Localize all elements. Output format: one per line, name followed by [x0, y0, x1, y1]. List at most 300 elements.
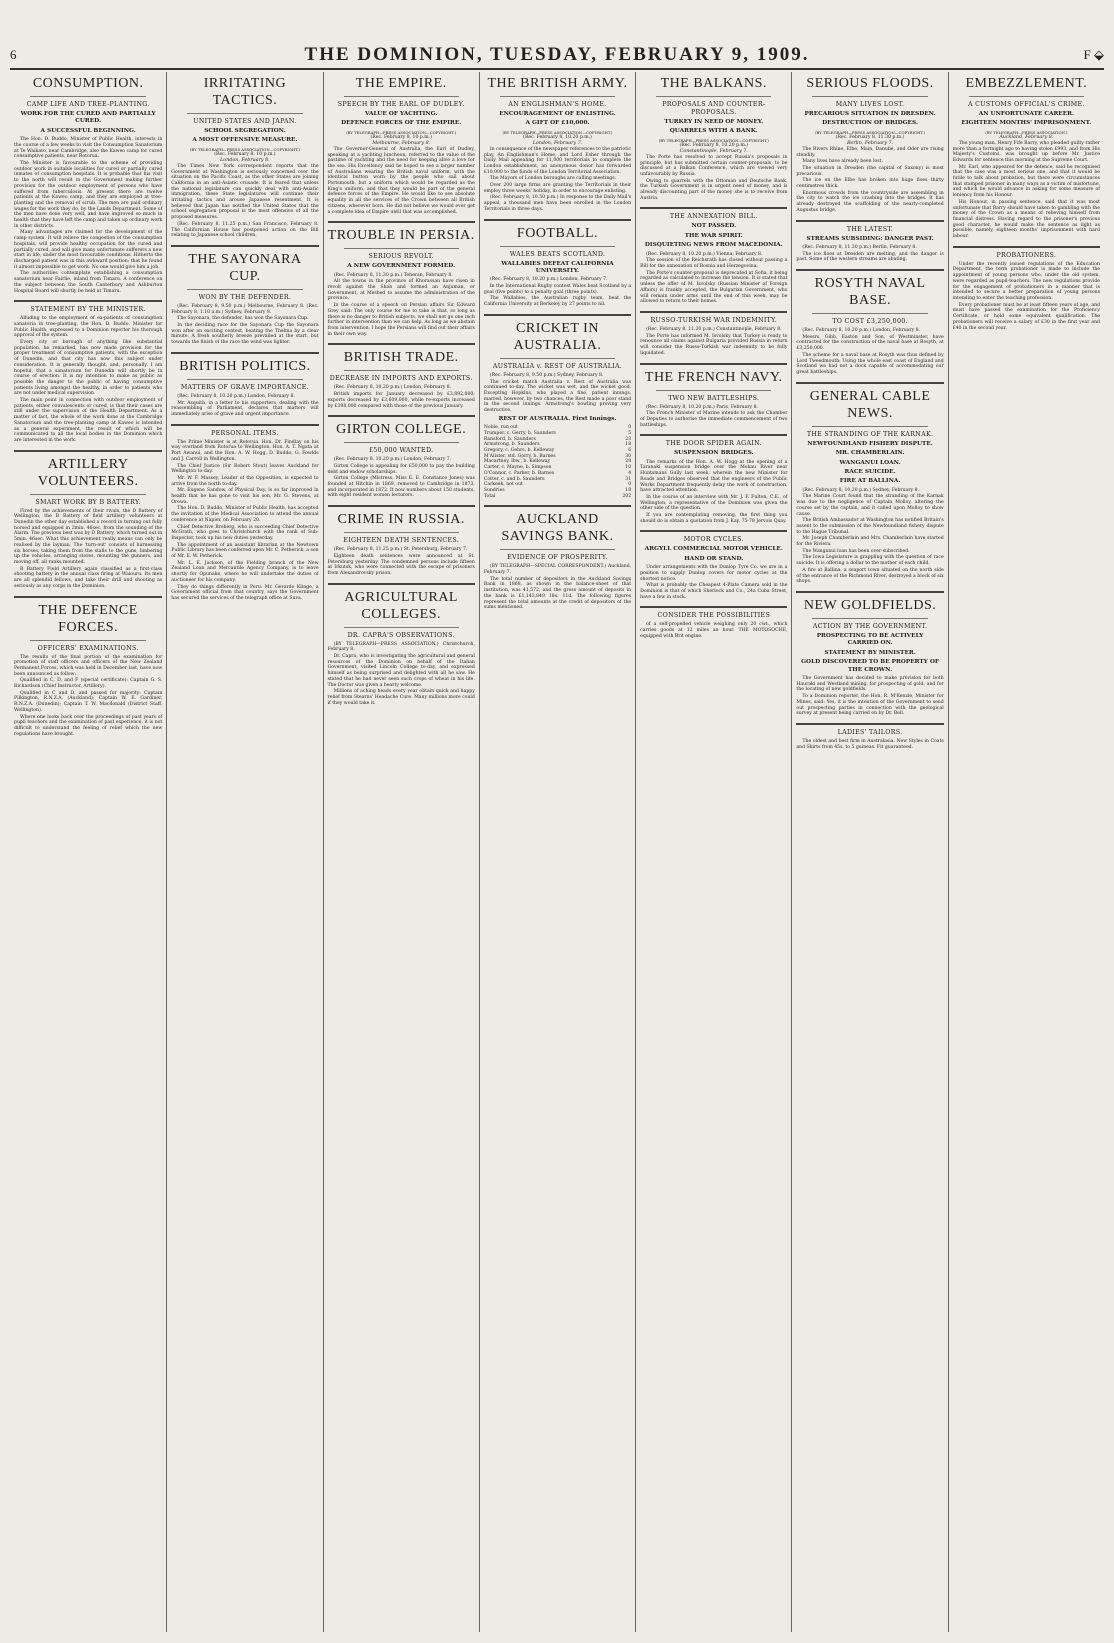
telegraph-credit: (BY TELEGRAPH—PRESS ASSOCIATION—COPYRIGHT.) [658, 137, 769, 143]
article-paragraph: Every probationer must be at least fifteen years of age, and must have passed the examination for the Proficiency Certificate, or hold some equivalent qualification. The probationers will receive a salary of £30 in the first year and £40 in the second year. [952, 302, 1100, 331]
section-rule [171, 245, 318, 247]
article-section [14, 596, 162, 738]
article-paragraph: (Rec. February 8, 10.20 p.m.) Paris, February 8. [646, 404, 758, 410]
article-section [484, 101, 631, 213]
article-paragraph: They do things differently in Peru. Mr. Gerardo Klinge, a Government official from that country, says the Government has secured the services of the telegraph office at Suva. [171, 584, 319, 601]
article-paragraph: Dr. Capra, who is investigating the agricultural and general resources of the Dominion on behalf of the Italian Government, visited Lincoln College to-day, and expressed himself as being surprised and delighted with all he saw. He stated that he had never seen such crops of wheat in his life. The Doctor was given a hearty welcome. [327, 654, 475, 688]
article-section [171, 352, 318, 418]
subheading: NEWFOUNDLAND FISHERY DISPUTE. [807, 440, 933, 447]
subheading: EIGHTEEN MONTHS' IMPRISONMENT. [961, 120, 1092, 127]
subheading: STREAMS SUBSIDING: DANGER PAST. [806, 235, 934, 242]
article-paragraph: Mr. Earl, who appeared for the defence, said he recognised that the case was a most serious one, and that it would be futile to talk about probation, but there were circumstances that stamped prisoner in many ways as a victim of misfortune, and which he would advance in asking for some measure of leniency from his Honour. [952, 164, 1100, 199]
article-paragraph: The Sayonara, the defender, has won the Sayonara Cup. [177, 316, 309, 322]
article-section [171, 424, 318, 602]
subheading: PROPOSALS AND COUNTER-PROPOSALS. [662, 101, 766, 116]
telegraph-credit: (BY TELEGRAPH—PRESS ASSOCIATION—COPYRIGHT.) [502, 129, 613, 135]
telegraph-credit: (BY TELEGRAPH—PRESS ASSOCIATION—COPYRIGHT.) [815, 129, 926, 135]
subheading: WALLABIES DEFEAT CALIFORNIA UNIVERSITY. [501, 260, 614, 274]
subheading: TO COST £3,250,000. [832, 318, 908, 326]
batsman-score: 202 [622, 493, 632, 499]
subheading: THE DOOR SPIDER AGAIN. [665, 440, 762, 448]
batsman-name: Trumper, c. Gerry, b. Saunders [483, 430, 556, 436]
article-section [14, 450, 162, 590]
section-rule [14, 300, 162, 302]
subheading: CAMP LIFE AND TREE-PLANTING. [26, 101, 150, 108]
subheading: A NEW GOVERNMENT FORMED. [347, 263, 456, 270]
batsman-name: Armstrong, b. Saunders [483, 442, 540, 448]
subheading: RACE SUICIDE. [844, 468, 896, 475]
section-headline: THE DEFENCE FORCES. [38, 602, 138, 635]
section-headline: CRIME IN RUSSIA. [337, 512, 465, 528]
article-paragraph: Messrs. Gibb, Easton and Son, of Westminster, have contracted for the construction of the naval base at Rosyth, at £3,250,000. [796, 334, 944, 352]
headline-rule [656, 96, 771, 97]
article-paragraph: The Times New York correspondent reports that the Government at Washington is seriously concerned over the situation on the Pacific Coast, as the other States are joining California in an anti-Asiatic crusade. It is feared that unless the national legislature can quickly deal with anti-Asiatic immigration, these State legislatures will continue their irritating tactics and arouse Japanese resentment. It is believed that Japan has notified the United States that the school segregation proposal is the most offensive of all the proposed measures. [171, 163, 319, 221]
subheading: DISQUIETING NEWS FROM MACEDONIA. [644, 242, 783, 249]
section-headline: GIRTON COLLEGE. [336, 422, 467, 438]
article-paragraph: What is probably the Cheapest 4-Plate Camera sold in the Dominion is that of which Sherlock and Co., 24a Cuba Street, have a few in stock. [640, 583, 788, 600]
column-headline: THE EMPIRE. [355, 76, 447, 91]
batsman-score: 28 [625, 459, 632, 465]
section-rule [796, 220, 943, 222]
article-paragraph: Eighteen death sentences were announced at St. Petersburg yesterday. The condemned persons include fifteen at Irkutsk, who were connected with the escape of prisoners from Alexandrovsky prison. [327, 553, 475, 576]
article-section [640, 101, 787, 201]
subheading: STATEMENT BY THE MINISTER. [30, 306, 146, 314]
headline-rule [969, 96, 1084, 97]
article-section [640, 530, 787, 600]
article-section [14, 101, 162, 294]
subheading: FIRE AT BALLINA. [839, 478, 901, 485]
article-paragraph: (Rec. February 8, 9.50 p.m.) Sydney, February 8. [489, 372, 604, 378]
subheading: £50,000 WANTED. [369, 447, 434, 455]
article-section [171, 118, 318, 239]
article-paragraph: (Rec. February 8, 10.20 p.m.) London, February 8. [177, 393, 295, 399]
headline-rule [187, 289, 302, 290]
headline-rule [344, 370, 459, 371]
batsman-score: 0 [628, 482, 632, 488]
article-paragraph: (Rec. February 8, 11.30 p.m.) Constantinople, February 8. [646, 326, 782, 332]
article-paragraph: The results of the final portion of the examination for promotion of staff officers and officers of the New Zealand Permanent Forces, which was held in December last, have now been announced as follow: [14, 654, 163, 677]
article-paragraph: Mr. L. E. Jackson, of the Fielding branch of the New Zealand Loan and Mercantile Agency Company, is to leave shortly for Opunake, where he will undertake the duties of auctioneer for his company. [171, 560, 319, 583]
subheading: QUARRELS WITH A BANK. [669, 128, 758, 135]
article-paragraph: Enormous crowds from the countryside are assembling in the city to watch the ice crashing into the bridges. It has already destroyed the scaffolding of the nearly-completed Augustus bridge. [796, 190, 944, 213]
column [166, 72, 322, 1632]
masthead [10, 42, 1104, 70]
column-headline: CONSUMPTION. [32, 76, 144, 91]
batsman-score: 0 [628, 425, 632, 431]
headline-rule [344, 442, 459, 443]
column [323, 72, 479, 1632]
column-headline: THE BALKANS. [660, 76, 767, 91]
article-paragraph: Girton College is appealing for £50,000 to pay the building debt and endow scholarships. [327, 463, 475, 475]
article-paragraph: B Battery Field Artillery again classified as a first-class shooting battery in the annual class firing at Waiouru. Its men are all splendid fellows, and take their drill and shooting as seriously as any corps in the Dominion. [14, 566, 163, 589]
subheading: TURKEY IN NEED OF MONEY. [664, 119, 764, 125]
article-paragraph: The Porte's counter-proposal is deprecated at Sofia, it being regarded as calculated to increase the tension. It is stated that unless the offer of M. Isvolsky (Russian Minister of Foreign Affairs) is frankly accepted, the Bulgarian Government, who will remain under arms until the end of this week, may be allowed to return to their homes. [640, 270, 788, 305]
section-headline: AGRICULTURAL COLLEGES. [344, 589, 458, 622]
section-headline: FOOTBALL. [516, 225, 599, 241]
dateline: Berlin, February 7. [846, 140, 894, 146]
article-paragraph: of a self-propelled vehicle weighing only 20 cwt., which carries goods at 12 miles an hour. THE MOTOSOCHE, equipped with Brit engine. [640, 622, 788, 639]
subheading: UNITED STATES AND JAPAN. [193, 118, 297, 125]
article-section [953, 101, 1100, 240]
article-paragraph: The remarks of the Hon. A. W. Hogg at the opening of a Taranaki suspension bridge over the Mokau River near Huntsmans Gully last week, wherein the new Minister for Roads and Bridges observed that the engineers of the Public Works Department frequently delay the work of construction, have attracted attention. [640, 459, 788, 494]
article-paragraph: Under the recently issued regulations of the Education Department, the term probationer is made to include the appointment of young persons who, under the old system, were regarded as pupil-teachers. The new regulations provide for the engagement of probationers in a manner that is intended to secure a better preparation of young persons intending to enter the teaching profession. [952, 261, 1100, 301]
subheading: LADIES' TAILORS. [837, 728, 903, 736]
batsman-name: Gregory, c. Gehrs, b. Kelleway [483, 448, 555, 454]
article-paragraph: Fired by the achievements of their rivals, the D Battery of Wellington, the B Battery of field artillery volunteers at Dunedin the other day established a record in turning out fully horsed and equipped in 2min. 46sec. from the sounding of the Alarm. The previous best was by D Battery, which turned out in 5min. 46sec. What this achievement really means can only be realised by the layman. The 'turn-out' consists of harnessing six horses, taking them from the stalls to the guns, limbering up the vehicles, arranging stores, mounting the gunners, and moving off, all ranks mounted. [14, 508, 163, 565]
batsman-name: Noble, run out [483, 425, 518, 431]
section-rule [640, 606, 787, 608]
edition-mark: F ⬙ [1083, 47, 1104, 62]
section-rule [796, 591, 943, 593]
article-paragraph: Where one looks back over the proceedings of past years of pupil teachers and the examination of past experience, it is not difficult to understand the feeling of relief which the new regulations have brought. [14, 714, 163, 737]
column [948, 72, 1104, 1632]
batsman-name: M'Alister, std. Gorry, b. Barnes [483, 453, 556, 459]
section-headline: BRITISH POLITICS. [179, 358, 311, 374]
subheading: HAND OR STAND. [684, 555, 744, 562]
article-paragraph: Qualified in C and D, and passed for majority: Captain Pilkington, R.N.Z.A. (Auckland); Captain W. E. Gardiner, R.N.Z.A. (Dunedin); Captain T. W. Macdonald (District Staff, Wellington). [14, 690, 163, 713]
article-paragraph: In the course of a speech on Persian affairs Sir Edward Grey said: The only course for me to take is that, so long as there is no danger to British subjects, we shall not go one inch further in intervention than we can help. As long as we abstain from intervention, I hope the Persians will find out their affairs in their own way. [327, 303, 475, 337]
article-section [796, 101, 943, 214]
column [635, 72, 791, 1632]
subheading: WORK FOR THE CURED AND PARTIALLY CURED. [20, 111, 156, 125]
batsman-score: 6 [628, 448, 632, 454]
headline-rule [500, 549, 615, 550]
received-time: (Rec. February 8, 10 p.m.) [370, 134, 432, 140]
article-paragraph: (Rec. February 8, 10.20 p.m.) Sydney, February 8. [802, 487, 919, 493]
article-paragraph: The Mayors of London boroughs are calling meetings. [489, 176, 617, 182]
article-paragraph: His Honour, in passing sentence, said that it was most unfortunate that Barry should have taken to gambling with the money of the Crown as a means of relieving himself from financial distress. Having regard to the prisoner's previous good character, he would make the sentence as light as possible, namely, eighteen months' imprisonment with hard labour. [952, 199, 1100, 240]
headline-rule [187, 113, 302, 114]
article-paragraph: The French Minister of Marine intends to ask the Chamber of Deputies to authorise the immediate commencement of two battleships. [640, 411, 788, 428]
article-section [796, 723, 943, 750]
section-rule [484, 505, 631, 507]
article-paragraph: The Government has decided to make provision for both Hauraki and Westland mining, for prospecting of gold, and for the locating of new goldfields. [796, 676, 944, 693]
article-paragraph: The Marine Court found that the stranding of the Karnak was due to the negligence of Captain Molloy, altering the course set by the captain, and it called upon Molloy to show cause. [796, 494, 944, 517]
score-row [484, 494, 631, 500]
subheading: NOT PASSED. [691, 223, 737, 230]
scores-title: REST OF AUSTRALIA. First Innings. [498, 415, 617, 422]
batsman-score: 5 [628, 430, 632, 436]
section-rule [640, 207, 787, 209]
section-rule [484, 219, 631, 221]
article-section [796, 382, 943, 585]
batsman-score: 4 [628, 470, 632, 476]
headline-rule [500, 358, 615, 359]
article-paragraph: The authorities contemplate establishing a consumption sanatorium near Fairlie, inland from Timaru. A conference on the subject between the South Canterbury and Ashburton Hospital Board will shortly be held at Timaru. [14, 271, 163, 294]
newspaper-title: THE DOMINION, TUESDAY, FEBRUARY 9, 1909. [304, 44, 810, 65]
article-paragraph: (Rec. February 8, 10.20 p.m.) London, February 7. [333, 457, 452, 463]
headline-rule [812, 618, 927, 619]
article-paragraph: If you are contemplating removing, the first thing you should do is obtain a quotation from J. Kay, 75-78 Jervois Quay. [640, 513, 788, 524]
subheading: THE LATEST. [846, 225, 894, 233]
subheading: CONSIDER THE POSSIBILITIES [657, 612, 771, 620]
batsman-name: O'Connor, c. Parker, b. Barnes [483, 470, 555, 476]
headline-rule [344, 248, 459, 249]
article-section [328, 343, 475, 409]
article-paragraph: The cricket match Australia v. Rest of Australia was continued to-day. The wicket was wet, and the wicket good. Excepting Hopkins, who played a fine, patient innings, marred, however, by two chances, the Rest made a poor stand in the second innings. Armstrong's bowling proving very destructive. [483, 379, 632, 414]
article-paragraph: The Iowa Legislature is grappling with the question of race suicide. It is offering a dollar to the mother of each child. [796, 555, 944, 567]
article-section [640, 311, 787, 357]
article-section [14, 300, 162, 443]
dateline: Constantinople, February 7. [679, 148, 748, 154]
subheading: PERSONAL ITEMS. [211, 429, 279, 437]
headline-rule [344, 627, 459, 628]
section-rule [14, 450, 162, 452]
subheading: ENCOURAGEMENT OF ENLISTING. [499, 111, 616, 117]
article-paragraph: The Hon. D. Buddo, Minister of Public Health, interests in the course of a few weeks to visit the Consumption Sanatorium at Te Waikato, near Cambridge, also the Kaweo camp for cured consumptive patients, near Rotorua. [14, 137, 163, 160]
article-paragraph: In the course of an interview with Mr. J. F. Fulton, C.E., of Wellington, a representative of the Dominion was given the other side of the question. [640, 494, 788, 512]
article-section [796, 220, 943, 264]
headline-rule [344, 96, 459, 97]
article-paragraph: The Wallabies, the Australian rugby team, beat the California University at Berkeley by 27 points to nil. [483, 296, 632, 308]
subheading: WALES BEATS SCOTLAND. [509, 250, 606, 258]
column-headline: EMBEZZLEMENT. [965, 76, 1088, 91]
article-paragraph: The appointment of an assistant librarian at the Newtown Public Library has been conferred upon Mr. C. Petherick, a son of Mr. E. W. Petherick. [171, 542, 319, 560]
article-paragraph: The total number of depositors in the Auckland Savings Bank in 1868, as shown in the balance-sheet of that institution, was 41,572, and the gross amount of deposits in the bank is £1,143,849 18s. 11d. The following figures represent the total amounts at the credit of depositors of the sums mentioned. [483, 576, 632, 611]
batsman-score: 18 [625, 442, 632, 448]
subheading: A SUCCESSFUL BEGINNING. [40, 127, 136, 134]
article-paragraph: The Hon. D. Buddo, Minister of Public Health, has accepted the invitation of the Medical Association to attend the annual conference at Napier, on February 20. [171, 506, 319, 523]
batsman-name: Carter, c. Mayne, b. Simpson [483, 465, 552, 471]
column [791, 72, 947, 1632]
headline-rule [812, 96, 927, 97]
subheading: MOTOR CYCLES. [683, 536, 744, 544]
section-headline: THE FRENCH NAVY. [644, 369, 783, 385]
article-paragraph: (Rec. February 8, 10.20 p.m.) Vienna, February 8. [646, 251, 763, 257]
subheading: AUSTRALIA v. REST OF AUSTRALIA. [492, 362, 623, 370]
batsman-name: Carkeek, not out [483, 482, 523, 488]
article-paragraph: (Rec. February 8, 11.25 p.m.) St. Petersburg, February 7. [333, 547, 468, 553]
section-headline: ROSYTH NAVAL BASE. [814, 276, 926, 309]
article-paragraph: The ice floes at Dresden are melting, and the danger is past. Some of the western streams are abating. [796, 251, 944, 263]
article-section [796, 591, 943, 717]
subheading: VALUE OF YACHTING. [364, 111, 438, 117]
section-rule [640, 530, 787, 532]
subheading: MANY LIVES LOST. [835, 101, 905, 108]
article-paragraph: In the International Rugby contest Wales beat Scotland by a goal (five points) to a penalty goal (three points). [483, 284, 632, 295]
subheading: PROSPECTING TO BE ACTIVELY CARRIED ON. [816, 632, 924, 647]
section-headline: AUCKLAND SAVINGS BANK. [501, 512, 614, 545]
article-paragraph: The situation in Dresden (the capital of Saxony) is most precarious. [796, 165, 944, 177]
received-time: (Rec. February 8, 10.20 p.m.) [523, 134, 592, 140]
article-paragraph: The Wanganui loan has been over-subscribed. [802, 548, 910, 554]
headline-rule [30, 640, 146, 641]
subheading: TWO NEW BATTLESHIPS. [668, 394, 760, 402]
headline-rule [30, 494, 146, 495]
article-paragraph: (Rec. February 8, 11.30 p.m.) Teheran, February 8. [333, 272, 453, 278]
headline-rule [30, 96, 146, 97]
subheading: AN ENGLISHMAN'S HOME. [508, 101, 607, 108]
headline-rule [656, 390, 771, 391]
article-paragraph: The Rivers Rhine, Elbe, Main, Danube, and Oder are rising steadily. [796, 146, 944, 158]
section-rule [796, 723, 943, 725]
article-section [171, 245, 318, 346]
section-rule [640, 434, 787, 436]
subheading: PRECARIOUS SITUATION IN DRESDEN. [804, 111, 936, 117]
subheading: THE ANNEXATION BILL. [669, 213, 758, 221]
article-paragraph: The session of the Reichsrath has closed without passing a Bill for the annexation of Bosnia and Herzegovina. [640, 258, 788, 270]
article-section [640, 606, 787, 639]
subheading: A MOST OFFENSIVE MEASURE. [192, 137, 298, 144]
section-rule [796, 382, 943, 384]
section-rule [328, 221, 475, 223]
subheading: A GIFT OF £10,000. [525, 120, 590, 127]
subheading: SERIOUS REVOLT. [368, 253, 434, 261]
article-section [953, 246, 1100, 331]
article-paragraph: To a Dominion reporter, the Hon. R. M'Kenzie, Minister for Mines, said: Yes, it is the intention of the Government to send out prospecting parties in connection with the geological survey at present being carried on by Dr. Bell. [796, 694, 944, 717]
article-paragraph: (Rec. February 8, 10.20 p.m.) London, February 8. [802, 328, 921, 334]
subheading: SPEECH BY THE EARL OF DUDLEY. [337, 101, 465, 108]
section-rule [328, 505, 475, 507]
section-headline: THE SAYONARA CUP. [188, 251, 302, 284]
subheading: MR. CHAMBERLAIN. [835, 450, 905, 457]
article-paragraph: The main point in connection with outdoor employment of patients, either convalescents or cured, is that their cases are still under the supervision of the Health Department. As a matter of fact, the whole of the work done at the Cambridge Sanatorium and the tree-planting camp at Kaweo is intended as a general experiment, the result of which will be communicated to all the local bodies in the Dominion which are interested in the work. [14, 398, 163, 443]
columns [10, 72, 1104, 1632]
article-paragraph: Qualified in C, D, and F (special certificate): Captain G. S. Richardson (Chief Instructor, Artillery). [14, 678, 163, 690]
article-paragraph: (Rec. February 8, 11.25 p.m.) San Francisco, February 8. The Californian House has postponed action on the Bill relating to Japanese school children. [171, 221, 319, 239]
article-section [640, 363, 787, 429]
section-rule [953, 246, 1100, 248]
article-paragraph: (Rec. February 8, 9.50 p.m.) Melbourne, February 8. (Rec. February 8, 1.10 a.m.) Sydney, February 8. [171, 303, 319, 315]
received-time: (Rec. February 8, 11.30 p.m.) [835, 134, 905, 140]
section-headline: BRITISH TRADE. [343, 350, 459, 366]
batsman-name: Total [483, 493, 496, 499]
article-paragraph: In the deciding race for the Sayonara Cup the Sayonara won after an exciting contest, beating the Thelma by a clear minute. A fresh southerly breeze prevailed at the start, but towards the finish of the race the wind was lighter. [171, 323, 319, 346]
subheading: DESTRUCTION OF BRIDGES. [822, 120, 918, 127]
telegraph-credit: (BY TELEGRAPH—PRESS ASSOCIATION—COPYRIGHT.) [346, 129, 457, 135]
article-paragraph: (Rec. February 8, 10.20 p.m.) London, February 7. [489, 277, 608, 283]
batsman-score: 30 [625, 453, 632, 459]
article-paragraph: Girton College (Mistress, Miss E. E. Constance Jones) was founded at Hitchin in 1869, removed to Cambridge in 1873, and incorporated in 1872. It now numbers about 150 students, with eight resident women lecturers. [327, 476, 475, 499]
subheading: ARGYLL COMMERCIAL MOTOR VEHICLE. [644, 546, 783, 553]
subheading: GOLD DISCOVERED TO BE PROPERTY OF THE CROWN. [801, 659, 939, 673]
subheading: THE WAR SPIRIT. [684, 232, 743, 239]
batsman-score: 18 [625, 487, 632, 493]
article-paragraph: Millions of aching heads every year obtain quick and happy relief from Stearns' Headache Cure. Many millions more could if they would take it. [327, 689, 475, 706]
article-paragraph: The Prime Minister is at Rotorua. Hon. Dr. Findlay on his way overland from Rotorua to Wellington. Hon. A. T. Ngata at Port Awanui, and the Hon. A. W. Hogg, D. Buddo, G. Fowlds and J. Carroll in Wellington. [171, 439, 319, 462]
subheading: EIGHTEEN DEATH SENTENCES. [343, 537, 460, 545]
batsman-name: Macartney, lbw., b. Kelleway [483, 459, 551, 465]
article-paragraph: The ice on the Elbe has broken into huge floes thirty centimetres thick. [796, 178, 944, 190]
article-paragraph: (Rec. February 8, 11.30 p.m.) Berlin, February 8. [802, 244, 917, 250]
article-section [640, 207, 787, 305]
article-section [328, 505, 475, 577]
batsman-score: 31 [625, 476, 632, 482]
article-paragraph: (Rec. February 8, 10.20 p.m.) London, February 8. [333, 385, 452, 391]
article-section [796, 269, 943, 376]
article-paragraph: Over 200 large firms are granting the Territorials in their employ three weeks' holiday, in order to encourage enlisting. [483, 183, 632, 194]
section-rule [484, 314, 631, 316]
subheading: A CUSTOMS OFFICIAL'S CRIME. [967, 101, 1085, 108]
article-section [328, 221, 475, 337]
subheading: SUSPENSION BRIDGES. [673, 450, 754, 457]
section-headline: GENERAL CABLE NEWS. [809, 388, 931, 421]
batsman-name: Sundries [483, 487, 505, 493]
batsman-score: 23 [625, 436, 632, 442]
subheading: OFFICERS' EXAMINATIONS. [37, 644, 139, 652]
section-rule [640, 311, 787, 313]
article-paragraph: Owing to quarrels with the Ottoman and Deutsche Bank, the Turkish Government is in urgent need of money, and is already discounting part of the money she is to receive from Austria. [640, 178, 788, 201]
article-paragraph: The British Ambassador at Washington has notified Britain's assent to the submission of the Newfoundland fishery dispute to the Hague Tribunal. [796, 518, 944, 535]
dateline: Melbourne, February 8. [372, 140, 431, 146]
column-headline: THE BRITISH ARMY. [487, 76, 628, 91]
headline-rule [500, 246, 615, 247]
article-paragraph: The Porte has informed M. Isvolsky that Turkey is ready to renounce all claims against Bulgaria provided Russia in return will consider the Russo-Turkish war indemnity to be fully liquidated. [640, 333, 788, 356]
section-rule [171, 424, 318, 426]
article-section [640, 434, 787, 524]
article-paragraph: Many advantages are claimed for the development of the camp system. It will relieve the congestion of the consumption hospitals, will provide healthy occupation for the cured and partially cured, and will give many unfortunate sufferers a new start in life, under the most favourable conditions. Hitherto the discharged patient was in this awkward position: that he found it almost impossible to get work. No one would give him a job. [14, 230, 163, 270]
section-rule [796, 269, 943, 271]
article-paragraph: (BY TELEGRAPH—PRESS ASSOCIATION.) Christchurch, February 8. [327, 641, 475, 653]
subheading: DEFENCE FORCES OF THE EMPIRE. [341, 120, 462, 127]
section-rule [171, 352, 318, 354]
column [479, 72, 635, 1632]
section-rule [328, 583, 475, 585]
subheading: WON BY THE DEFENDER. [198, 293, 292, 301]
article-paragraph: The oldest and best firm in Australasia. New Styles in Coats and Skirts from 45s. to 5 guineas. Fit guaranteed. [796, 738, 944, 750]
article-paragraph: Chief Detective Broberg, who is succeeding Chief Detective McGrath, who goes to Christchurch with the rank of Sub-Inspector, took up his new duties yesterday. [171, 524, 319, 541]
article-paragraph: Mr. Asquith, in a letter to his supporters, dealing with the reassembling of Parliament, declares that matters will immediately arise of grave and urgent importance. [171, 400, 319, 417]
column [10, 72, 166, 1632]
telegraph-credit: (BY TELEGRAPH—PRESS ASSOCIATION.) [985, 129, 1068, 135]
article-paragraph: A fire at Ballina, a seaport town situated on the north side of the entrance of the Richmond River, destroyed a block of six shops. [796, 567, 944, 585]
column-headline: SERIOUS FLOODS. [806, 76, 934, 91]
subheading: DR. CAPRA'S OBSERVATIONS. [347, 631, 455, 639]
dateline: London, February 7. [532, 140, 583, 146]
subheading: MATTERS OF GRAVE IMPORTANCE. [180, 383, 310, 391]
headline-rule [812, 313, 927, 314]
article-paragraph: Mr. Joseph Chamberlain and Mrs. Chamberlain have started for the Riviera. [796, 536, 944, 548]
batsman-name: Ransford, b. Saunders [483, 436, 536, 442]
subheading: RUSSO-TURKISH WAR INDEMNITY. [650, 316, 778, 324]
section-rule [328, 415, 475, 417]
subheading: SMART WORK BY B BATTERY. [35, 498, 141, 506]
article-section [484, 505, 631, 611]
dateline: Auckland, February 8. [999, 134, 1054, 140]
headline-rule [812, 426, 927, 427]
headline-rule [500, 96, 615, 97]
article-paragraph: Every city or borough of anything like substantial population, he remarked, has now made provision for the proper treatment of consumptive patients, with the exception of Dunedin, and that city has now this subject under consideration. It is generally thought, and, personally, I am hopeful, that a sanatorium for Dunedin will shortly be in course of erection. It is my intention to make as public as possible the danger to the public of having consumptive patients living amongst the healthy, in order to patients who are not under medical supervision. [14, 340, 163, 397]
article-paragraph: (Rec. February 8, 10.50 p.m.) In response to the Daily Mail's appeal, a thousand men have been enrolled in the London Territorials in three days. [483, 195, 632, 212]
article-section [328, 415, 475, 499]
article-section [328, 583, 475, 707]
article-paragraph: (BY TELEGRAPH—SPECIAL CORRESPONDENT.) Auckland, February 7. [483, 564, 632, 576]
subheading: STATEMENT BY MINISTER. [824, 649, 916, 656]
dateline: London, February 8. [220, 157, 270, 163]
received-time: (Rec. February 8, 10.20 p.m.) [679, 142, 749, 148]
article-paragraph: Alluding to the employment of ex-patients of consumption sanatoria in tree-planting, the Hon. D. Buddo, Minister for Public Health, expressed to a Dominion reporter his thorough approval of the system. [14, 316, 163, 339]
section-headline: TROUBLE IN PERSIA. [327, 228, 475, 244]
received-time: (Rec. February 8, 10 p.m.) [214, 151, 276, 157]
article-paragraph: Mr. W. F. Massey, Leader of the Opposition, is expected to arrive from the north to-day. [171, 475, 319, 487]
subheading: SCHOOL SEGREGATION. [204, 128, 286, 134]
article-section [328, 101, 475, 215]
article-section [484, 219, 631, 308]
article-paragraph: The Governor-General of Australia, the Earl of Dudley, speaking at a yachting luncheon, referred to the value of the pastime of yachting and the need for keeping alive a love for the sea. His Excellency said he hoped to see a larger number of Australians wearing the British naval uniform, with the identical button worn by the people who sail about Portsmouth, but a uniform which would be regarded as the King's uniform, and that they would be part of the general defence forces of the Empire. He would like to see absolute equality in all the services of the Crown between all British citizens, wherever born. He did not believe we would ever get a complete idea of Empire until that was accomplished. [327, 146, 475, 215]
article-paragraph: The Minister is favourable to the scheme of providing outdoor work in suitable localities for cured or partially cured inmates of consumption hospitals. It is probable that his visit to the north will result in the Government making further provision for the outdoor employment of persons who have suffered from tuberculosis. At present there are twelve patients at the Kaweo camp, and they are employed at tree-planting and the removal of scrub. The men are paid ordinary wages for the work they do, by the Lands Department. Some of the men have done very well, and have improved so much in health that they have left the camp and taken up ordinary work in other districts. [14, 161, 163, 229]
headline-rule [187, 379, 302, 380]
subheading: WANGANUI LOAN. [839, 459, 901, 466]
subheading: PROBATIONERS. [996, 251, 1057, 259]
scores-table [484, 425, 631, 499]
batsman-score: 10 [625, 465, 632, 471]
subheading: EVIDENCE OF PROSPERITY. [507, 554, 608, 562]
article-section [484, 314, 631, 499]
section-rule [14, 596, 162, 598]
article-paragraph: The young man, Henry Fife Barry, who pleaded guilty rather more than a fortnight ago to having stolen £993, and from His Majesty's Customs, was brought up before Mr. Justice Edwards for sentence this morning at the Supreme Court. [952, 140, 1100, 163]
page-number: 6 [10, 47, 17, 62]
section-rule [328, 343, 475, 345]
